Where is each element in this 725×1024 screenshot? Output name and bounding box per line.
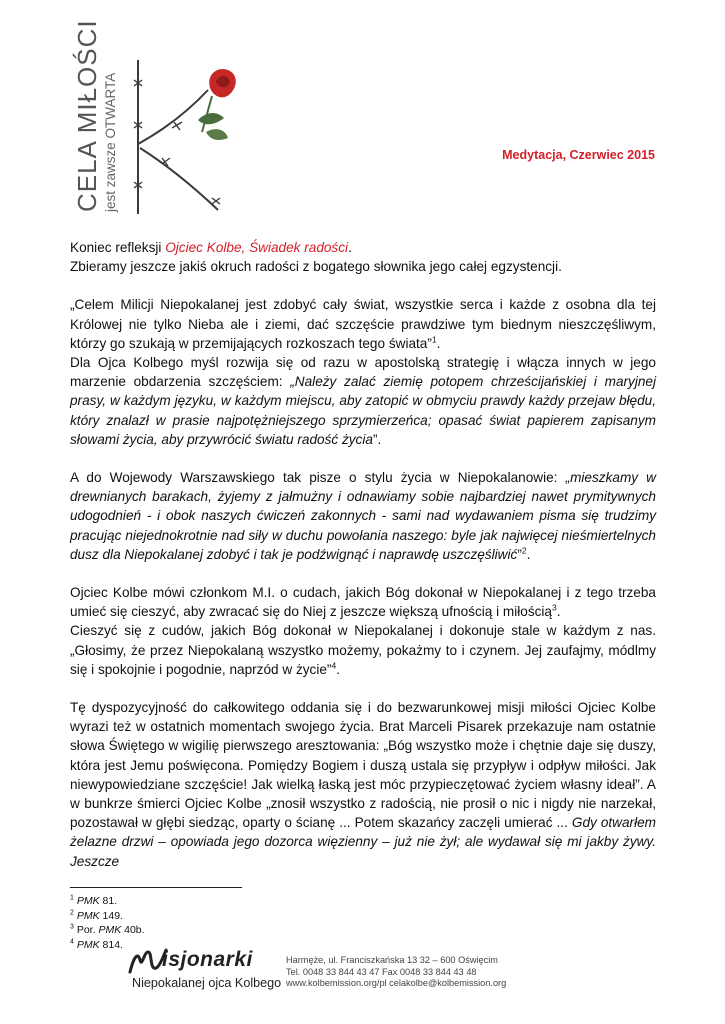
misjonarki-logo (128, 946, 282, 996)
text: A do Wojewody Warszawskiego tak pisze o stylu życia w Niepokalanowie: (70, 470, 566, 486)
rose-icon (198, 69, 236, 140)
paragraph (70, 238, 656, 257)
meditation-date: Medytacja, Czerwiec 2015 (502, 148, 655, 162)
web-email: www.kolbemission.org/pl celakolbe@kolbemission.org (286, 978, 507, 989)
text: Ojciec Kolbe mówi członkom M.I. o cudach, jakich Bóg dokonał w Niepokalanej i z tego trzeba umieć się cieszyć, aby zwracać się do Niej z jeszcze większą ufnością i miłością (70, 585, 656, 620)
quote: „Należy zalać ziemię potopem chrześcijańskiej i maryjnej prasy, w każdym języku, w każdym miejscu, aby zatopić w obmyciu prawdy każdy przejaw błędu, który znalazł w prasie najpotężniejszego sprzymierzeńca; opasać świat papierem zapisanym słowami życia, aby przywrócić światu radość życia (70, 374, 657, 447)
logo-graphic (72, 19, 258, 222)
footnote-source: PMK (76, 909, 100, 922)
text: „Celem Milicji Niepokalanej jest zdobyć cały świat, wszystkie serca i każde z osobna dla tej Królowej nie tylko Nieba ale i ziemi, dać szczęście prawdziwe tym biednym nieszczęśliwym, którzy go szukają w przemijających rozkoszach tego świata” (70, 297, 656, 351)
footnote-text: 814. (99, 938, 123, 951)
footnote (70, 923, 145, 938)
text: . (436, 335, 441, 351)
footnote-text: 40b. (121, 924, 145, 937)
footnote (70, 909, 145, 924)
footnote-number: 3 (70, 923, 74, 931)
footnote-source: PMK (76, 895, 100, 907)
paragraph (70, 295, 656, 353)
text: . (556, 604, 561, 620)
quote: Gdy otwarłem żelazne drzwi – opowiada jego dozorca więzienny – już nie żył; ale wydawał się mi jakby żywy. Jeszcze (70, 815, 656, 869)
logo-title: CELA MIŁOŚCI (72, 19, 102, 212)
text: Koniec refleksji (70, 240, 166, 255)
footnote (70, 894, 145, 909)
footnote-text: 81. (99, 895, 118, 907)
footnote-number: 4 (70, 938, 74, 946)
barbed-wire-k-icon (134, 60, 220, 214)
logo-subtitle: jest zawsze OTWARTA (103, 72, 118, 212)
footnote-ref: 3 (552, 602, 557, 613)
footnote-number: 1 (70, 894, 74, 902)
paragraph (70, 621, 656, 679)
text: Dla Ojca Kolbego myśl rozwija się od razu w apostolską strategię i włącza innych w jego marzenie obdarzenia szczęściem: (70, 355, 656, 390)
footnote-ref: 4 (331, 660, 337, 671)
address: Harmęże, ul. Franciszkańska 13 32 – 600 Oświęcim (286, 955, 498, 965)
paragraph (70, 468, 656, 564)
footnote-ref: 2 (521, 545, 527, 556)
footnote-divider (70, 887, 242, 888)
footnote-source: PMK (98, 924, 122, 937)
footnote-text: 149. (99, 909, 123, 922)
text: ” (517, 546, 522, 562)
footnote-number: 2 (70, 909, 74, 917)
reflection-title: Ojciec Kolbe, Świadek radości (165, 240, 349, 255)
text: Tę dyspozycyjność do całkowitego oddania się i do bezwarunkowej misji miłości Ojciec Kolbe wyrazi też w ostatnich momentach swojego życia. Brat Marceli Pisarek przekazuje nam ostatnie słowa Świętego w wigilię pierwszego aresztowania: „Bóg wszystko może i chętnie daje się duszy, która jest Jemu poświęcona. Pomiędzy Bogiem i duszą ustala się przypływ i odpływ miłości. Jak niewypowiedziane szczęście! Jak wielką łaską jest móc przypieczętować życiem własny ideał”. A w bunkrze śmierci Ojciec Kolbe „znosił wszystko z radością, nie prosił o nic i nigdy nie narzekał, pozostawał w głębi siedząc, oparty o ścianę ... Potem skazańcy zaczęli umierać ... (70, 700, 656, 831)
text: Cieszyć się z cudów, jakich Bóg dokonał w Niepokalanej i dokonuje stale w każdym z nas. „Głosimy, że przez Niepokalaną wszystko możemy, pokażmy to i czynem. Jej zaufajmy, módlmy się i spokojnie i pogodnie, naprzód w życie” (70, 623, 656, 677)
contact-info (286, 955, 506, 990)
brand-subtitle: Niepokalanej ojca Kolbego (132, 976, 282, 990)
footnote-text: Por. (76, 924, 99, 937)
paragraph: Zbieramy jeszcze jakiś okruch radości z bogatego słownika jego całej egzystencji. (70, 259, 562, 275)
paragraph (70, 353, 656, 449)
phone-fax: Tel. 0048 33 844 43 47 Fax 0048 33 844 43 48 (286, 966, 477, 977)
quote: „mieszkamy w drewnianych barakach, żyjemy z jałmużny i odnawiamy sobie najbardziej nawet prymitywnych udogodnień - i obok naszych ćwiczeń zakonnych - sami nad wydawaniem pisma się trudzimy pracując niejednokrotnie nad siły w duchu powołania naszego: byle jak najwięcej nieśmiertelnych dusz dla Niepokalanej zdobyć i tak je podźwignąć i naprawdę uszczęśliwić (70, 470, 656, 562)
text: . (526, 546, 531, 562)
brand-name: isjonarki (162, 948, 253, 971)
text: . (336, 661, 340, 677)
paragraph (70, 698, 656, 871)
footnote-source: PMK (76, 938, 100, 951)
document-body (70, 238, 656, 871)
footnote-ref: 1 (431, 334, 437, 345)
text: . (348, 240, 352, 255)
footnotes (70, 894, 145, 952)
text: ”. (372, 431, 382, 447)
paragraph (70, 583, 656, 621)
cela-milosci-logo (72, 19, 258, 222)
